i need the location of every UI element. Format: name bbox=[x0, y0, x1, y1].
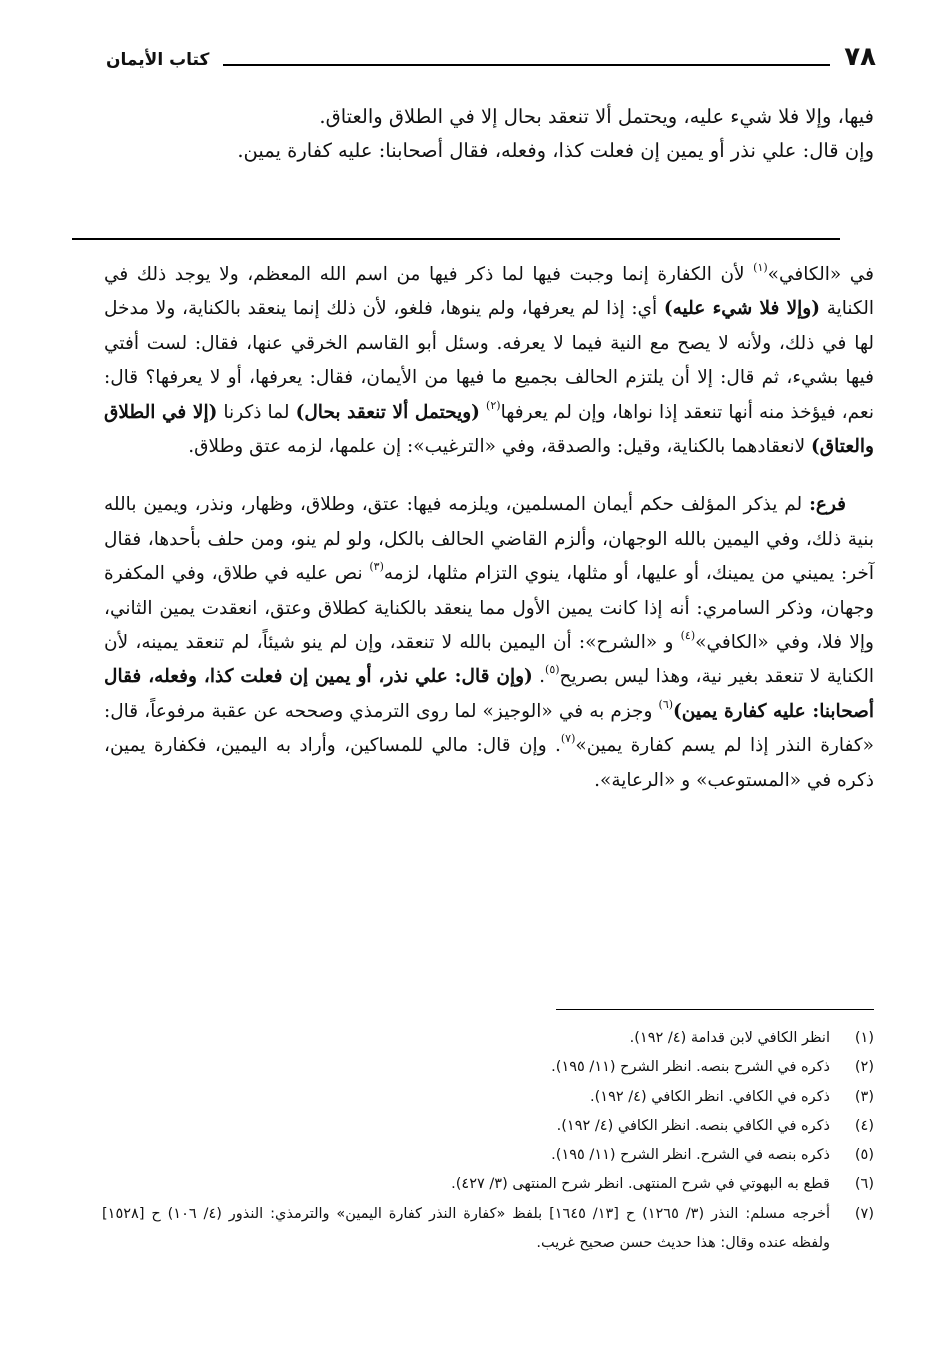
footnote-number: (٢) bbox=[854, 1059, 874, 1076]
book-title: كتاب الأيمان bbox=[106, 50, 210, 70]
footnote-number: (١) bbox=[854, 1030, 874, 1046]
page-number: ٧٨ bbox=[844, 42, 876, 72]
text-run: لانعقادهما بالكناية، وقيل: والصدقة، وفي «الترغيب»: إن علمها، لزمه عتق وطلاق. bbox=[188, 436, 812, 458]
footnote-item bbox=[102, 1170, 874, 1199]
footnote-number: (٣) bbox=[854, 1088, 874, 1105]
footnote-rule bbox=[556, 1009, 874, 1010]
footnote-text: ذكره في الكافي. انظر الكافي (٤/ ١٩٢). bbox=[590, 1088, 830, 1105]
footnote-ref[interactable]: (٣) bbox=[369, 560, 384, 574]
footnote-ref[interactable]: (١) bbox=[753, 261, 768, 274]
footnote-ref[interactable]: (٧) bbox=[560, 732, 576, 746]
footnote-text: أخرجه مسلم: النذر (٣/ ١٢٦٥) ح [١٣/ ١٦٤٥] بلفظ «كفارة النذر كفارة اليمين» والترمذي: النذور (٤/ ١٠٦) ح [١٥٢٨] ولفظه عنده وقال: هذا حديث حسن صحيح غريب. bbox=[102, 1205, 830, 1252]
matn-separator bbox=[72, 238, 840, 240]
footnote-number: (٤) bbox=[854, 1117, 874, 1134]
footnote-text: ذكره في الكافي بنصه. انظر الكافي (٤/ ١٩٢). bbox=[556, 1117, 830, 1134]
text-run: نص عليه في طلاق، وفي المكفرة وجهان، وذكر السامري: أنه إذا كانت يمين الأول مما ينعقد بالكناية كطلاق وعتق، انعقدت يمين الثاني، وإلا فلا، وفي «الكافي» bbox=[104, 563, 874, 654]
footnote-ref[interactable]: (٦) bbox=[658, 697, 674, 711]
sharh-paragraph-2 bbox=[104, 488, 874, 798]
footnote-item bbox=[102, 1083, 874, 1112]
text-run: . وإن قال: مالي للمساكين، وأراد به اليمين، فكفارة يمين، ذكره في «المستوعب» و «الرعاية». bbox=[104, 735, 874, 791]
footnote-item bbox=[102, 1053, 874, 1082]
footnote-item bbox=[102, 1112, 874, 1141]
footnotes bbox=[102, 1024, 874, 1258]
text-run: في «الكافي» bbox=[767, 264, 874, 285]
footnote-text: ذكره بنصه في الشرح. انظر الشرح (١١/ ١٩٥). bbox=[551, 1147, 830, 1164]
matn-quote: (ويحتمل ألا تنعقد بحال) bbox=[295, 401, 480, 423]
footnote-number: (٦) bbox=[854, 1176, 874, 1193]
text-run: أي: إذا لم يعرفها، ولم ينوها، فلغو، لأن ذلك إنما ينعقد بالكناية، ولا مدخل لها في ذلك، ولأنه لا يصح مع النية فيما لا يعرفه. وسئل أبو القاسم الخرقي عنها، فقال: لست أفتي فيها بشيء، ثم قال: إلا أن يلتزم الحالف بجميع ما فيها من الأيمان، فقال: يعرفها، أو لا يعرفها؟ قال: نعم، فيؤخذ منه أنها تنعقد إذا نواها، وإن لم يعرفها bbox=[104, 298, 875, 423]
footnote-item bbox=[102, 1200, 874, 1259]
section-label: فرع: bbox=[809, 494, 846, 516]
footnote-text: ذكره في الشرح بنصه. انظر الشرح (١١/ ١٩٥). bbox=[551, 1059, 830, 1076]
matn-paragraph: وإن قال: علي نذر أو يمين إن فعلت كذا، وفعله، فقال أصحابنا: عليه كفارة يمين. bbox=[237, 139, 874, 162]
sharh-text bbox=[104, 258, 874, 798]
text-run: لأن الكفارة إنما وجبت فيها لما ذكر فيها من اسم الله المعظم، ولا يوجد ذلك في الكناية bbox=[104, 264, 874, 320]
footnote-text: قطع به البهوتي في شرح المنتهى. انظر شرح المنتهى (٣/ ٤٢٧). bbox=[451, 1176, 830, 1193]
sharh-paragraph-1 bbox=[104, 258, 874, 464]
footnote-ref[interactable]: (٢) bbox=[486, 398, 501, 412]
text-run: لم يذكر المؤلف حكم أيمان المسلمين، ويلزمه فيها: عتق، وطلاق، وظهار، ونذر، ويمين بالله بنية ذلك، وفي اليمين بالله الوجهان، وألزم القاضي الحالف بالكل، ولو لم ينو، ومن حلف بأحدها، فقال آخر: يميني من يمينك، أو عليها، أو مثلها، ينوي التزام مثلها، لزمه bbox=[104, 494, 874, 585]
matn-quote: (إلا في الطلاق والعتاق) bbox=[104, 401, 874, 458]
matn-quote: (وإلا فلا شيء عليه) bbox=[663, 298, 820, 320]
text-run: و «الشرح»: أن اليمين بالله لا تنعقد، وإن لم ينو شيئاً، لم تنعقد يمينه، لأن الكناية لا تنعقد بغير نية، وهذا ليس بصريح bbox=[104, 632, 874, 688]
footnote-text: انظر الكافي لابن قدامة (٤/ ١٩٢). bbox=[629, 1030, 830, 1046]
footnote-item bbox=[102, 1024, 874, 1053]
footnote-ref[interactable]: (٤) bbox=[680, 629, 696, 643]
footnote-item bbox=[102, 1141, 874, 1170]
matn-paragraph: فيها، وإلا فلا شيء عليه، ويحتمل ألا تنعقد بحال إلا في الطلاق والعتاق. bbox=[319, 105, 874, 128]
text-run: وجزم به في «الوجيز» لما روى الترمذي وصححه عن عقبة مرفوعاً، قال: «كفارة النذر إذا لم يسم كفارة يمين» bbox=[104, 700, 874, 757]
page-header bbox=[106, 42, 876, 72]
matn-text bbox=[104, 100, 874, 168]
footnote-ref[interactable]: (٥) bbox=[545, 663, 560, 677]
text-run: . bbox=[532, 666, 546, 688]
header-rule bbox=[223, 64, 830, 66]
matn-quote: (وإن قال: علي نذر، أو يمين إن فعلت كذا، وفعله، فقال أصحابنا: عليه كفارة يمين) bbox=[104, 666, 874, 722]
text-run: لما ذكرنا bbox=[217, 401, 296, 423]
footnote-number: (٧) bbox=[854, 1205, 874, 1222]
footnote-number: (٥) bbox=[854, 1147, 874, 1164]
